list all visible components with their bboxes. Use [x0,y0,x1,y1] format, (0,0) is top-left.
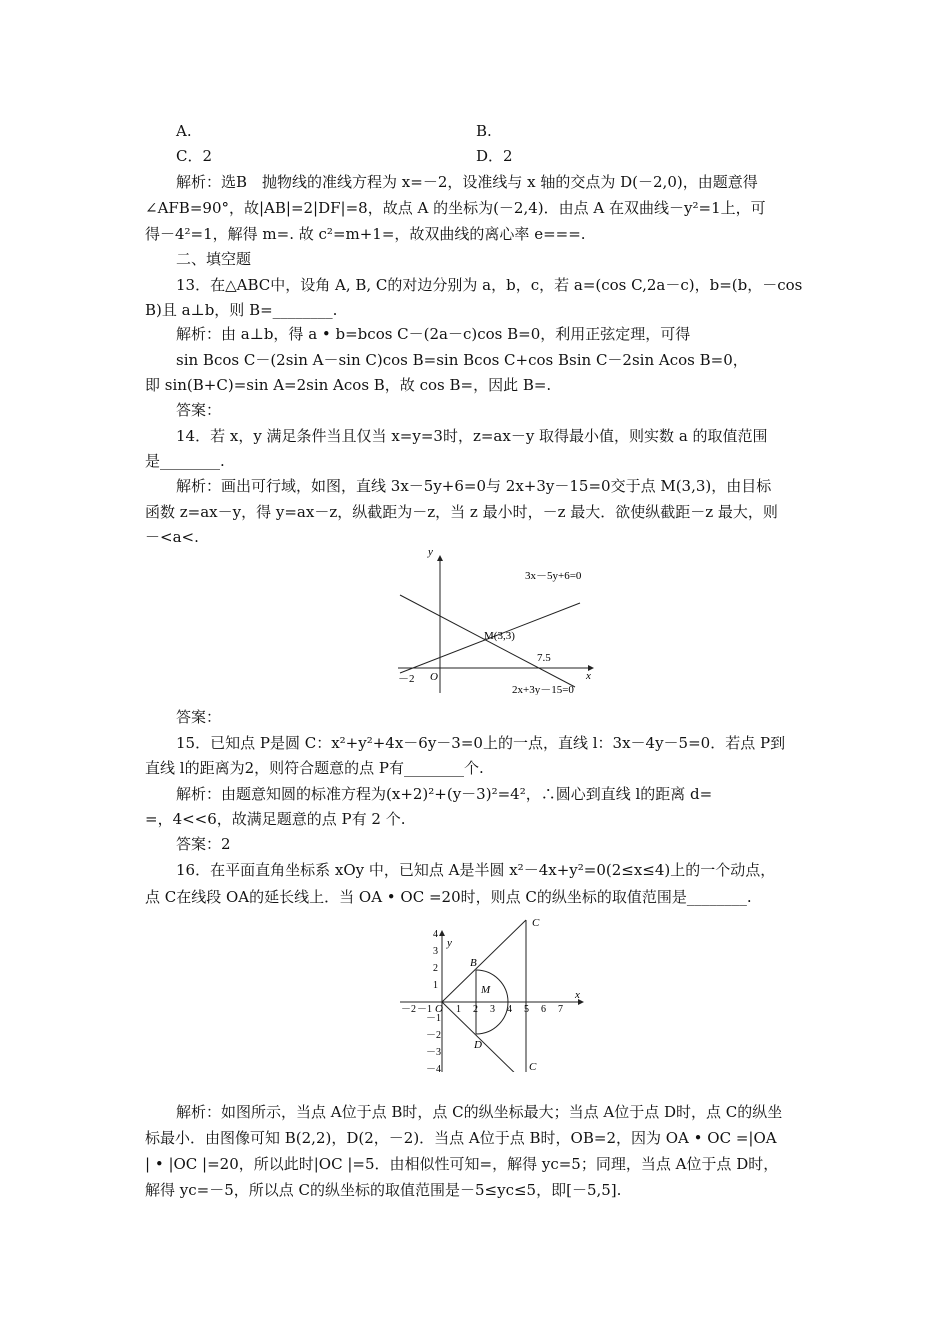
q16-label-d: D [474,1039,482,1051]
q16-y-tick: －2 [426,1030,441,1041]
q16-solution-line-2: 标最小．由图像可知 B(2,2)，D(2，－2)．当点 A位于点 B时，OB=2，因为 OA • OC =|OA [145,1129,777,1147]
q16-solution-line-4: 解得 yc=－5，所以点 C的纵坐标的取值范围是－5≤yc≤5，即[－5,5]. [145,1181,622,1199]
option-d: D．2 [476,147,513,165]
q14-x-label: x [586,670,591,682]
q14-question-line-2: 是________. [145,452,225,470]
section-title: 二、填空题 [176,250,252,268]
q13-solution-line-3: 即 sin(B+C)=sin A=2sin Acos B，故 cos B=，因此 B=. [145,376,552,394]
q16-x-tick: －2 [401,1004,416,1015]
q16-x-tick: 1 [456,1004,461,1015]
q16-ray-lower [442,1002,526,1072]
q14-tick-7-5: 7.5 [537,652,551,664]
q12-solution-line-1: 解析：选B 抛物线的准线方程为 x=－2，设准线与 x 轴的交点为 D(－2,0)，由题意得 [176,173,758,191]
q16-y-label: y [447,937,452,949]
q15-answer: 答案：2 [176,835,231,853]
q15-solution-line-2: =，4<<6，故满足题意的点 P有 2 个. [145,810,406,828]
q16-origin-label: O [435,1003,443,1015]
q16-x-label: x [575,989,580,1001]
q16-y-tick: －1 [426,1013,441,1024]
q14-origin-label: O [430,671,438,683]
q14-solution-line-2: 函数 z=ax－y，得 y=ax－z，纵截距为－z，当 z 最小时，－z 最大．欲使纵截距－z 最大，则 [145,503,778,521]
q14-answer: 答案： [176,708,222,726]
q14-y-arrow-icon [437,555,443,561]
q16-semicircle-graph [395,912,590,1072]
q12-solution-line-2: ∠AFB=90°，故|AB|=2|DF|=8，故点 A 的坐标为(－2,4)．由点 A 在双曲线－y²=1上，可 [145,199,766,217]
q16-solution-line-3: | • |OC |=20，所以此时|OC |=5．由相似性可知=，解得 yc=5；同理，当点 A位于点 D时， [145,1155,779,1173]
q15-question-line-1: 15．已知点 P是圆 C：x²+y²+4x－6y－3=0上的一点，直线 l：3x－4y－5=0．若点 P到 [176,734,786,752]
option-a: A. [176,122,192,140]
q15-solution-line-1: 解析：由题意知圆的标准方程为(x+2)²+(y－3)²=4²，∴圆心到直线 l的距离 d= [176,785,713,803]
q16-label-c-top: C [532,917,540,929]
q13-answer: 答案： [176,401,222,419]
q14-feasible-region-graph [390,545,600,695]
q16-label-b: B [470,957,477,969]
q14-solution-line-3: －<a<. [145,528,199,546]
q13-solution-line-2: sin Bcos C－(2sin A－sin C)cos B=sin Bcos C+cos Bsin C－2sin Acos B=0， [176,351,748,369]
option-c: C．2 [176,147,213,165]
q13-solution-line-1: 解析：由 a⊥b，得 a • b=bcos C－(2a－c)cos B=0，利用正弦定理，可得 [176,325,691,343]
q14-tick-neg2: －2 [398,673,415,685]
q16-y-tick: 1 [433,980,438,991]
q14-point-m-label: M(3,3) [484,630,515,642]
option-b: B. [476,122,492,140]
q12-solution-line-3: 得－4²=1，解得 m=. 故 c²=m+1=，故双曲线的离心率 e===. [145,225,586,243]
q16-x-tick: 2 [473,1004,478,1015]
q16-y-tick: －3 [426,1047,441,1058]
q16-question-line-1: 16．在平面直角坐标系 xOy 中，已知点 A是半圆 x²－4x+y²=0(2≤x≤4)上的一个动点， [176,861,776,879]
q14-solution-line-1: 解析：画出可行域，如图，直线 3x－5y+6=0与 2x+3y－15=0交于点 M(3,3)，由目标 [176,477,772,495]
q16-x-tick: 3 [490,1004,495,1015]
q16-x-tick: 6 [541,1004,546,1015]
q16-x-tick: 7 [558,1004,563,1015]
q16-x-tick: 4 [507,1004,512,1015]
q13-question-line-2: B)且 a⊥b，则 B=________. [145,301,338,319]
q16-y-tick: 4 [433,929,438,940]
q16-y-arrow-icon [439,930,445,936]
q16-solution-line-1: 解析：如图所示，当点 A位于点 B时，点 C的纵坐标最大；当点 A位于点 D时，点 C的纵坐 [176,1103,783,1121]
q16-x-tick: －1 [417,1004,432,1015]
q16-y-tick: －4 [426,1064,441,1072]
q14-question-line-1: 14．若 x，y 满足条件当且仅当 x=y=3时，z=ax－y 取得最小值，则实数 a 的取值范围 [176,427,768,445]
q16-label-c-bottom: C [529,1061,537,1072]
q13-question-line-1: 13．在△ABC中，设角 A, B, C的对边分别为 a，b，c，若 a=(cos C,2a－c)，b=(b，－cos [176,276,803,294]
q15-question-line-2: 直线 l的距离为2，则符合题意的点 P有________个. [145,759,484,777]
q14-line2-label: 2x+3y－15=0 [512,684,574,695]
q16-x-tick: 5 [524,1004,529,1015]
q16-y-ticks [426,929,441,1072]
q16-y-tick: 2 [433,963,438,974]
q16-question-line-2: 点 C在线段 OA的延长线上．当 OA • OC =20时，则点 C的纵坐标的取值范围是________. [145,888,752,906]
q14-line1-label: 3x－5y+6=0 [525,570,582,582]
q16-y-tick: 3 [433,946,438,957]
q14-y-label: y [428,546,433,558]
q16-label-m: M [481,984,491,996]
